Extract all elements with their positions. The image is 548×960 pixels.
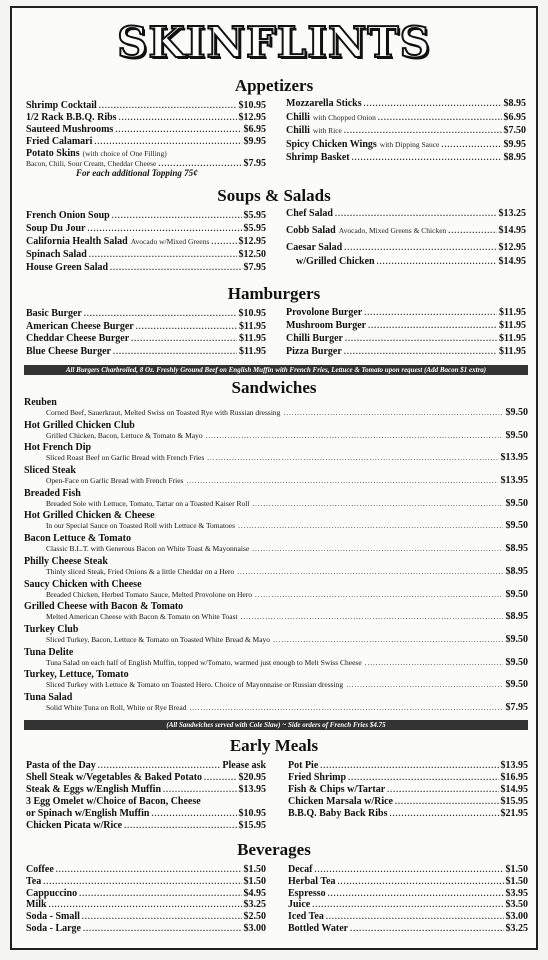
item-name: Shrimp Basket (286, 152, 350, 163)
sandwich-item (24, 397, 528, 420)
dot-leader (89, 249, 237, 261)
item-name: California Health Salad (26, 236, 128, 247)
item-name: Shrimp Cocktail (26, 100, 97, 111)
menu-item (288, 888, 528, 900)
item-price: Please ask (222, 760, 266, 771)
sandwich-price: $9.50 (505, 680, 528, 691)
sandwich-name: Grilled Cheese with Bacon & Tomato (24, 601, 184, 613)
dot-leader (320, 760, 498, 772)
menu-item (26, 796, 266, 808)
sandwich-price: $13.95 (500, 453, 528, 464)
item-price: $10.95 (238, 808, 266, 819)
item-name: Bottled Water (288, 923, 349, 934)
item-description: Avocado, Mixed Greens & Chicken (338, 226, 447, 235)
sandwich-price: $13.95 (500, 476, 528, 487)
item-description: with Rice (312, 126, 342, 135)
item-name: 1/2 Rack B.B.Q. Ribs (26, 112, 117, 123)
item-price: $3.25 (243, 899, 266, 911)
dot-leader (345, 333, 497, 345)
menu-item (26, 136, 266, 148)
menu-item (26, 772, 266, 784)
sandwich-name: Hot Grilled Chicken Club (24, 419, 135, 431)
menu-item (26, 784, 266, 796)
item-price: $1.50 (243, 875, 266, 887)
dot-leader (115, 124, 241, 136)
item-price: $3.95 (505, 887, 528, 899)
item-name: 3 Egg Omelet w/Choice of Bacon, Cheese (26, 796, 201, 807)
menu-item (286, 346, 526, 358)
dot-leader (112, 210, 242, 222)
sandwich-item (24, 442, 528, 465)
menu-item (26, 210, 266, 222)
sandwich-price: $9.50 (505, 521, 528, 532)
item-price: $6.95 (243, 124, 266, 135)
item-price: $12.95 (498, 242, 526, 253)
sandwich-price: $9.50 (505, 408, 528, 418)
menu-item (286, 125, 526, 137)
item-price: $12.50 (238, 249, 266, 260)
sandwich-item (24, 420, 528, 443)
menu-item (26, 864, 266, 876)
dot-leader (124, 820, 236, 832)
dot-leader (326, 911, 504, 923)
item-name: Chilli (286, 125, 310, 136)
item-name: Potato Skins (26, 148, 80, 159)
item-price: $2.50 (243, 911, 266, 923)
item-name: Chilli (286, 111, 310, 123)
dot-leader (206, 431, 503, 441)
dot-leader (273, 635, 502, 645)
item-name: Milk (26, 899, 47, 911)
menu-item (26, 923, 266, 935)
item-price: $15.95 (500, 796, 528, 807)
sandwich-name: Bacon Lettuce & Tomato (24, 533, 131, 545)
sandwich-name: Turkey Club (24, 623, 79, 635)
sandwich-name: Saucy Chicken with Cheese (24, 578, 142, 590)
item-name: w/Grilled Chicken (296, 256, 375, 267)
item-name: Spinach Salad (26, 249, 87, 260)
topping-note: For each additional Topping 75¢ (76, 168, 198, 178)
dot-leader (207, 453, 497, 463)
dot-leader (49, 899, 242, 911)
item-description: with Dipping Sauce (379, 139, 440, 149)
dot-leader (84, 308, 237, 320)
burger-note-banner: All Burgers Charbroiled, 8 Oz. Freshly Ground Beef on English Muffin with French Fries, Lettuce & Tomato upon request (Add Bacon $1 extra) (24, 365, 528, 375)
dot-leader (252, 499, 502, 509)
dot-leader (211, 236, 236, 248)
menu-item (26, 223, 266, 235)
item-name: Soda - Small (26, 911, 80, 923)
item-name: Decaf (288, 864, 313, 875)
sandwich-price: $8.95 (505, 566, 528, 577)
sandwich-item (24, 647, 528, 670)
dot-leader (82, 911, 242, 923)
item-price: $14.95 (500, 784, 528, 795)
dot-leader (110, 262, 241, 274)
sandwich-detail (24, 499, 528, 509)
dot-leader (113, 346, 237, 358)
section-heading-hamburgers: Hamburgers (227, 284, 321, 303)
sandwich-description: Classic B.L.T. with Generous Bacon on White Toast & Mayonnaise (46, 544, 250, 554)
sandwich-detail (24, 567, 528, 577)
item-price: $10.95 (238, 308, 266, 319)
sandwich-price: $9.50 (505, 589, 528, 600)
sandwich-description: In our Special Sauce on Toasted Roll with Lettuce & Tomatoes (46, 521, 236, 531)
menu-item (26, 236, 266, 248)
dot-leader (389, 808, 498, 820)
sandwich-item (24, 533, 528, 556)
item-price: $11.95 (499, 320, 526, 331)
dot-leader (98, 760, 221, 772)
menu-item (26, 262, 266, 274)
item-price: $11.95 (239, 320, 266, 332)
item-name: Provolone Burger (286, 307, 363, 318)
sandwich-item (24, 601, 528, 624)
item-name: House Green Salad (26, 262, 109, 273)
dot-leader (344, 242, 496, 254)
menu-item (286, 225, 526, 237)
dot-leader (189, 703, 502, 713)
dot-leader (448, 225, 496, 237)
dot-leader (186, 476, 497, 486)
item-price: $21.95 (500, 808, 528, 819)
sandwich-note-banner: (All Sandwiches served with Cole Slaw) ~ Side orders of French Fries $4.75 (24, 720, 528, 730)
menu-item (26, 249, 266, 261)
item-price: $11.95 (499, 307, 526, 318)
menu-item (286, 307, 526, 319)
menu-item (26, 760, 266, 772)
item-price: $5.95 (243, 223, 266, 234)
item-price: $7.95 (243, 262, 266, 273)
sandwich-price: $7.95 (505, 702, 528, 713)
sandwich-name: Hot Grilled Chicken & Cheese (24, 510, 155, 522)
sandwich-name: Sliced Steak (24, 465, 76, 477)
sandwich-description: Sliced Turkey with Lettuce & Tomato on Toasted Hero. Choice of Mayonnaise or Russian dressing (46, 680, 344, 690)
sandwich-item (24, 465, 528, 488)
menu-item (26, 124, 266, 136)
menu-item (286, 333, 526, 345)
item-price: $9.95 (503, 138, 526, 150)
sandwich-description: Solid White Tuna on Roll, White or Rye Bread (46, 702, 187, 712)
dot-leader (346, 680, 502, 690)
menu-item (288, 911, 528, 923)
menu-item (288, 772, 528, 784)
item-description: with Chopped Onion (312, 112, 376, 122)
restaurant-logo: SKINFLINTS (117, 18, 431, 67)
item-name: Steak & Eggs w/English Muffin (26, 784, 162, 795)
item-price: $11.95 (239, 345, 266, 357)
item-description: Avocado w/Mixed Greens (130, 237, 210, 246)
dot-leader (328, 888, 504, 900)
menu-item (288, 760, 528, 772)
section-heading-soups: Soups & Salads (217, 186, 331, 205)
item-price: $12.95 (238, 112, 266, 123)
item-price: $14.95 (498, 256, 526, 267)
item-name: Blue Cheese Burger (26, 345, 111, 357)
item-price: $8.95 (503, 152, 526, 163)
dot-leader (94, 136, 241, 148)
item-name: Iced Tea (288, 911, 324, 923)
item-price: $7.50 (503, 125, 526, 136)
sandwich-item (24, 556, 528, 579)
section-heading-beverages: Beverages (237, 840, 311, 859)
menu-item (26, 112, 266, 124)
sandwich-detail (24, 680, 528, 690)
menu-item (26, 308, 266, 320)
sandwich-name: Tuna Delite (24, 646, 74, 658)
item-name: Pot Pie (288, 760, 319, 771)
sandwich-description: Sliced Turkey, Bacon, Lettuce & Tomato on Toasted White Bread & Mayo (46, 634, 271, 644)
item-name: Soda - Large (26, 923, 81, 934)
item-name: Cappuccino (26, 887, 78, 899)
dot-leader (56, 864, 242, 876)
item-price: $3.00 (505, 911, 528, 923)
item-name: Pasta of the Day (26, 760, 96, 771)
sandwich-detail (24, 612, 528, 622)
item-name: Cobb Salad (286, 225, 336, 236)
menu-item (286, 139, 526, 151)
menu-item (26, 100, 266, 112)
dot-leader (252, 544, 502, 554)
item-name: Chicken Marsala w/Rice (288, 796, 393, 807)
dot-leader (335, 208, 497, 220)
item-name: French Onion Soup (26, 210, 110, 221)
item-name: American Cheese Burger (26, 320, 134, 332)
dot-leader (241, 612, 503, 622)
item-price: $11.95 (499, 346, 526, 357)
menu-item (286, 208, 526, 220)
item-name: Soup Du Jour (26, 223, 86, 234)
item-name: Fried Calamari (26, 136, 93, 147)
sandwich-description: Melted American Cheese with Bacon & Tomato on White Toast (46, 612, 238, 622)
menu-item (286, 320, 526, 332)
sandwich-detail (24, 544, 528, 554)
menu-item (288, 864, 528, 876)
dot-leader (79, 888, 241, 900)
dot-leader (163, 784, 236, 796)
sandwich-detail (24, 635, 528, 645)
dot-leader (365, 658, 503, 668)
item-name: Mozzarella Sticks (286, 98, 362, 109)
menu-item (286, 98, 526, 110)
item-name: Shell Steak w/Vegetables & Baked Potato (26, 772, 203, 783)
item-price: $11.95 (499, 333, 526, 344)
menu-item (288, 796, 528, 808)
sandwich-price: $9.50 (505, 498, 528, 509)
dot-leader (338, 876, 504, 888)
item-price: $12.95 (238, 236, 266, 247)
dot-leader (344, 346, 497, 358)
item-description: Bacon, Chili, Sour Cream, Cheddar Cheese (26, 159, 157, 168)
sandwich-list (24, 397, 528, 715)
sandwich-description: Breaded Chicken, Herbed Tomato Sauce, Melted Provolone on Hero (46, 589, 252, 599)
dot-leader (314, 864, 503, 876)
sandwich-price: $8.95 (505, 544, 528, 555)
dot-leader (378, 112, 502, 124)
section-heading-early: Early Meals (229, 736, 319, 755)
menu-item (288, 876, 528, 888)
item-price: $3.50 (505, 899, 528, 911)
item-price: $16.95 (500, 772, 528, 783)
dot-leader (43, 876, 241, 888)
item-price: $1.50 (505, 864, 528, 875)
dot-leader (364, 307, 497, 319)
sandwich-detail (24, 658, 528, 668)
menu-item (26, 808, 266, 820)
item-price: $14.95 (498, 225, 526, 236)
sandwich-description: Grilled Chicken, Bacon, Lettuce & Tomato & Mayo (46, 430, 203, 440)
item-price: $13.25 (498, 208, 526, 219)
item-name: Herbal Tea (288, 875, 336, 887)
menu-item (26, 876, 266, 888)
sandwich-item (24, 579, 528, 602)
item-name: Chicken Picata w/Rice (26, 820, 123, 831)
item-name: Fish & Chips w/Tartar (288, 784, 386, 795)
dot-leader (119, 112, 237, 124)
sandwich-item (24, 692, 528, 715)
item-price: $3.25 (505, 923, 528, 934)
item-price: $4.95 (243, 887, 266, 899)
sandwich-name: Philly Cheese Steak (24, 555, 108, 567)
dot-leader (364, 98, 502, 110)
item-name: Chef Salad (286, 208, 333, 219)
dot-leader (204, 772, 236, 784)
menu-item (288, 808, 528, 820)
menu-item (296, 256, 526, 268)
sandwich-price: $9.50 (505, 634, 528, 645)
item-price: $15.95 (238, 820, 266, 831)
item-price: $8.95 (503, 98, 526, 109)
item-price: $9.95 (243, 136, 266, 147)
sandwich-name: Tuna Salad (24, 691, 73, 703)
item-name: Tea (26, 875, 42, 887)
item-name: Coffee (26, 864, 54, 875)
item-price: $13.95 (500, 760, 528, 771)
sandwich-item (24, 510, 528, 533)
dot-leader (344, 125, 502, 137)
menu-item (26, 899, 266, 911)
section-heading-sandwiches: Sandwiches (231, 378, 317, 397)
item-name: B.B.Q. Baby Back Ribs (288, 808, 388, 819)
dot-leader (312, 899, 503, 911)
menu-item (286, 152, 526, 164)
menu-item (288, 784, 528, 796)
sandwich-description: Corned Beef, Sauerkraut, Melted Swiss on Toasted Rye with Russian dressing (46, 408, 281, 417)
menu-item (26, 346, 266, 358)
menu-item (26, 333, 266, 345)
dot-leader (99, 100, 237, 112)
item-price: $7.95 (243, 158, 266, 169)
sandwich-detail (24, 453, 528, 463)
menu-item (26, 321, 266, 333)
item-name: or Spinach w/English Muffin (26, 808, 150, 819)
sandwich-item (24, 488, 528, 511)
item-price: $5.95 (243, 210, 266, 221)
dot-leader (87, 223, 241, 235)
sandwich-item (24, 624, 528, 647)
sandwich-detail (24, 408, 528, 418)
sandwich-detail (24, 431, 528, 441)
sandwich-name: Hot French Dip (24, 442, 92, 454)
dot-leader (238, 521, 502, 531)
dot-leader (83, 923, 242, 935)
sandwich-description: Tuna Salad on each half of English Muffin, topped w/Tomato, warmed just enough to Melt Swiss Cheese (46, 657, 362, 667)
sandwich-description: Sliced Roast Beef on Garlic Bread with French Fries (46, 453, 205, 463)
dot-leader (368, 320, 497, 332)
item-price: $1.50 (505, 875, 528, 887)
item-price: $10.95 (238, 100, 266, 111)
item-name: Spicy Chicken Wings (286, 138, 377, 150)
dot-leader (387, 784, 498, 796)
item-name: Pizza Burger (286, 346, 342, 357)
item-name: Chilli Burger (286, 333, 343, 344)
item-name: Caesar Salad (286, 242, 343, 253)
dot-leader (151, 808, 236, 820)
item-name: Espresso (288, 887, 326, 899)
item-price: $13.95 (238, 784, 266, 795)
sandwich-name: Breaded Fish (24, 487, 81, 499)
item-price: $6.95 (503, 111, 526, 123)
sandwich-name: Turkey, Lettuce, Tomato (24, 669, 129, 681)
sandwich-detail (24, 521, 528, 531)
dot-leader (136, 321, 237, 333)
sandwich-name: Reuben (24, 397, 57, 408)
menu-item (26, 888, 266, 900)
menu-item (286, 112, 526, 124)
sandwich-description: Breaded Sole with Lettuce, Tomato, Tartar on a Toasted Kaiser Roll (46, 498, 250, 508)
menu-item (26, 911, 266, 923)
item-name: Juice (288, 899, 311, 911)
item-price: $11.95 (239, 333, 266, 344)
sandwich-description: Thinly sliced Steak, Fried Onions & a little Cheddar on a Hero (46, 566, 235, 576)
sandwich-detail (24, 590, 528, 600)
sandwich-price: $9.50 (505, 430, 528, 441)
sandwich-item (24, 669, 528, 692)
sandwich-price: $9.50 (505, 657, 528, 668)
item-price: $20.95 (238, 772, 266, 783)
menu-item (288, 899, 528, 911)
item-name: Fried Shrimp (288, 772, 347, 783)
menu-item (26, 820, 266, 832)
item-name: Mushroom Burger (286, 320, 367, 331)
dot-leader (255, 590, 503, 600)
item-price: $1.50 (243, 864, 266, 875)
dot-leader (348, 772, 498, 784)
dot-leader (441, 139, 501, 151)
menu-item (288, 923, 528, 935)
sandwich-description: Open-Face on Garlic Bread with French Fries (46, 476, 184, 486)
dot-leader (283, 408, 502, 418)
dot-leader (237, 567, 502, 577)
menu-item (286, 242, 526, 254)
item-name: Sauteed Mushrooms (26, 124, 114, 135)
item-name: Basic Burger (26, 308, 82, 319)
item-name: Cheddar Cheese Burger (26, 333, 130, 344)
sandwich-detail (24, 476, 528, 486)
dot-leader (131, 333, 237, 345)
sandwich-price: $8.95 (505, 612, 528, 623)
dot-leader (352, 152, 502, 164)
item-price: $3.00 (243, 923, 266, 934)
sandwich-detail (24, 703, 528, 713)
dot-leader (350, 923, 503, 935)
dot-leader (377, 256, 497, 268)
dot-leader (395, 796, 499, 808)
item-description: (with choice of One Filling) (82, 149, 167, 158)
section-heading-appetizers: Appetizers (234, 76, 314, 95)
